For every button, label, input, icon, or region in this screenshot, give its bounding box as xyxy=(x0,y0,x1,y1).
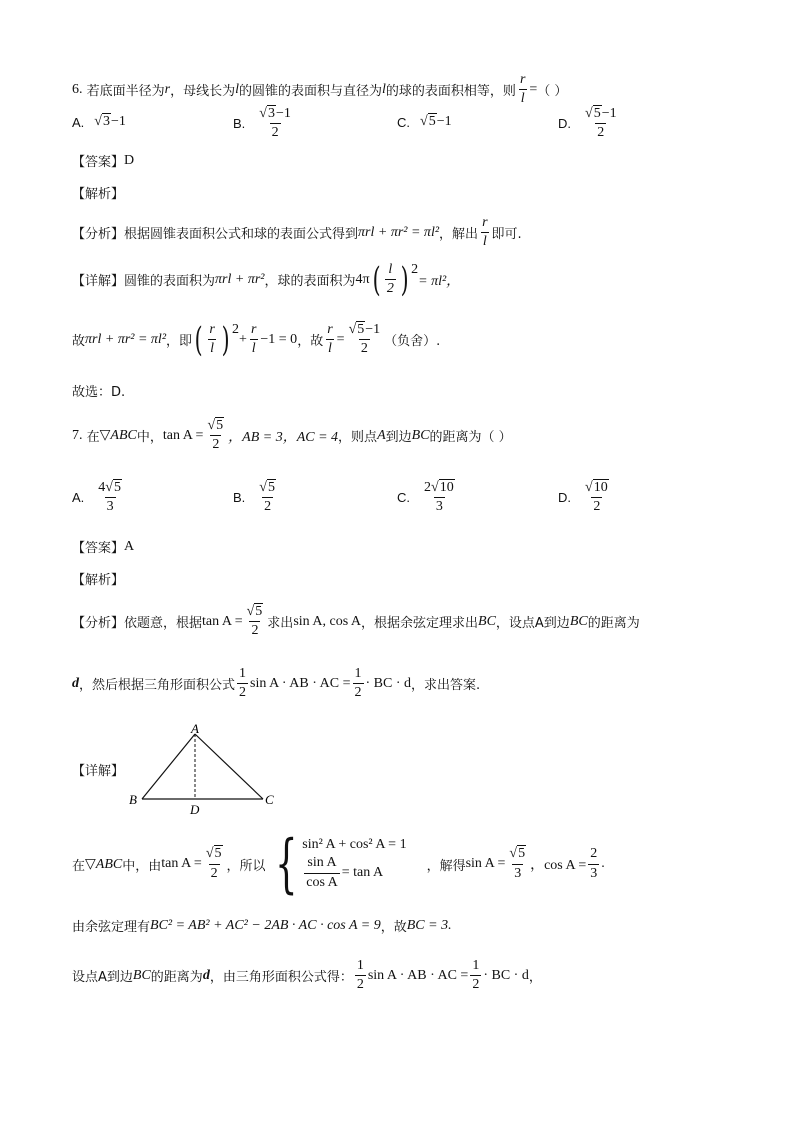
q6-option-c: C. √5 −1 xyxy=(397,114,452,130)
q6-fenxi: 【分析】 根据圆锥表面积公式和球的表面公式得到 πrl + πr² = πl² ，解出 $\frac{r}{l}$ 即可. xyxy=(72,215,522,250)
r-over-l: $\frac{r}{l}$ xyxy=(519,72,526,107)
q6-option-d: D. $\frac{√5-1}{2}$ xyxy=(558,106,617,141)
side-ac xyxy=(195,734,263,799)
q6-option-b: B. $\frac{√3-1}{2}$ xyxy=(233,106,291,141)
q7-fenxi-1: 【分析】 依题意，根据 tan A = $\frac{√5}{2}$ 求出 sin A, cos A ，根据余弦定理求出 BC ，设点A到边 BC 的距离为 xyxy=(72,604,640,639)
q7-option-c: C. $\frac{2√10}{3}$ xyxy=(397,480,454,515)
q7-stem: 7. 在 ▽ABC 中， tan A = $\frac{√5}{2}$ ，AB = 3，AC = 4 ，则点 A 到边 BC 的距离为（ ） xyxy=(72,418,512,453)
q6-analysis-tag: 【解析】 xyxy=(72,187,125,202)
triangle-figure xyxy=(125,722,295,822)
q6-derivation: 故 πrl + πr² = πl² ，即 ( $\frac{r}{l}$ ) 2 + $\frac{r}{l}$ −1 = 0 ，故 $\frac{r}{l}$ = $\frac{√5-1}{2}$ （负舍）. xyxy=(72,319,441,360)
q7-answer: 【答案】 A xyxy=(72,538,135,556)
q7-xiangjie-2: 由余弦定理有 BC² = AB² + AC² − 2AB · AC · cos A = 9 ，故 BC = 3. xyxy=(72,917,452,935)
q6-option-a: A. √3 −1 xyxy=(72,114,126,130)
q7-option-d: D. $\frac{√10}{2}$ xyxy=(558,480,608,515)
equation-system: { sin² A + cos² A = 1 $\frac{\text{sin A}}{\text{cos A}}$ = tan A xyxy=(274,827,407,901)
label-b: B xyxy=(129,792,137,807)
q6-xiangjie: 【详解】 圆锥的表面积为 πrl + πr² ，球的表面积为 4π ( $\frac{l}{2}$ ) 2 = πl²， xyxy=(72,259,461,300)
q7-fenxi-2: d ，然后根据三角形面积公式 $\frac{1}{2}$ sin A · AB · AC = $\frac{1}{2}$ · BC · d ，求出答案. xyxy=(72,666,481,701)
q7-option-a: A. $\frac{4√5}{3}$ xyxy=(72,480,121,515)
label-c: C xyxy=(265,792,274,807)
q6-choice: 故选：D. xyxy=(72,385,126,400)
side-ab xyxy=(142,734,195,799)
q7-xiangjie-1: 在 ▽ABC 中，由 tan A = $\frac{√5}{2}$ ，所以 { sin² A + cos² A = 1 $\frac{\text{sin A}}{\text{cos A}}$ = tan A ，解得 sin A = $\frac{√5}{3}$ ，cos A = $\frac{2}{3}$ . xyxy=(72,827,605,901)
q7-xiangjie-3: 设点A到边 BC 的距离为 d ，由三角形面积公式得： $\frac{1}{2}$ sin A · AB · AC = $\frac{1}{2}$ · BC · d ， xyxy=(72,958,542,993)
label-d: D xyxy=(190,802,200,817)
q7-analysis-tag: 【解析】 xyxy=(72,573,125,588)
q7-xiangjie-tag: 【详解】 xyxy=(72,764,125,779)
label-a: A xyxy=(191,722,199,736)
q7-option-b: B. $\frac{√5}{2}$ xyxy=(233,480,275,515)
q6-answer: 【答案】 D xyxy=(72,152,135,170)
q6-stem: 6. 若底面半径为 r ，母线长为 l 的圆锥的表面积与直径为 l 的球的表面积相等，则 $\frac{r}{l}$ = （ ） xyxy=(72,72,568,107)
